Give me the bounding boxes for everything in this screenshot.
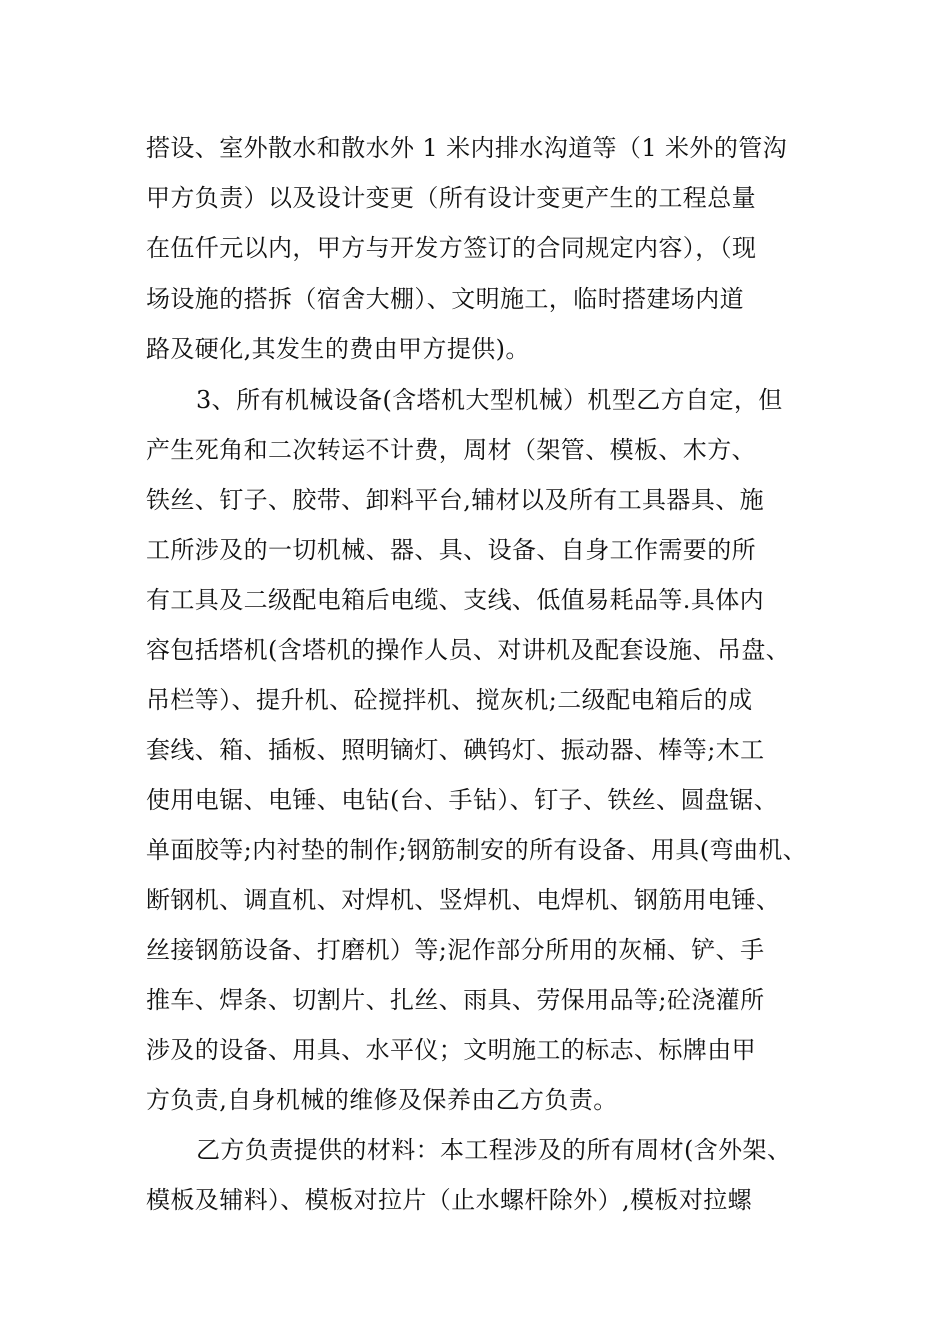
paragraph-start-line: 3、所有机械设备(含塔机大型机械）机型乙方自定，但 — [196, 386, 783, 414]
text-line: 涉及的设备、用具、水平仪；文明施工的标志、标牌由甲 — [146, 1036, 756, 1064]
text-line: 场设施的搭拆（宿舍大棚）、文明施工，临时搭建场内道 — [146, 285, 744, 313]
text-line: 铁丝、钉子、胶带、卸料平台,辅材以及所有工具器具、施 — [146, 486, 765, 514]
text-line: 产生死角和二次转运不计费，周材（架管、模板、木方、 — [146, 436, 756, 464]
text-line: 在伍仟元以内，甲方与开发方签订的合同规定内容），（现 — [146, 234, 757, 262]
text-line: 使用电锯、电锤、电钻(台、手钻）、钉子、铁丝、圆盘锯、 — [146, 786, 779, 814]
text-line: 甲方负责）以及设计变更（所有设计变更产生的工程总量 — [146, 184, 756, 212]
text-line: 模板及辅料）、模板对拉片（止水螺杆除外）,模板对拉螺 — [146, 1186, 753, 1214]
text-line: 容包括塔机(含塔机的操作人员、对讲机及配套设施、吊盘、 — [146, 636, 791, 664]
text-line: 推车、焊条、切割片、扎丝、雨具、劳保用品等;砼浇灌所 — [146, 986, 765, 1014]
text-line: 单面胶等;内衬垫的制作;钢筋制安的所有设备、用具(弯曲机、 — [146, 836, 808, 864]
text-line: 丝接钢筋设备、打磨机）等;泥作部分所用的灰桶、铲、手 — [146, 936, 765, 964]
text-line: 工所涉及的一切机械、器、具、设备、自身工作需要的所 — [146, 536, 756, 564]
text-line: 断钢机、调直机、对焊机、竖焊机、电焊机、钢筋用电锤、 — [146, 886, 781, 914]
text-line: 有工具及二级配电箱后电缆、支线、低值易耗品等.具体内 — [146, 586, 765, 614]
text-line: 吊栏等）、提升机、砼搅拌机、搅灰机;二级配电箱后的成 — [146, 686, 753, 714]
paragraph-start-line: 乙方负责提供的材料：本工程涉及的所有周材(含外架、 — [196, 1136, 792, 1164]
text-line: 搭设、室外散水和散水外 1 米内排水沟道等（1 米外的管沟 — [146, 134, 788, 162]
text-line: 方负责,自身机械的维修及保养由乙方负责。 — [146, 1086, 618, 1114]
text-line: 路及硬化,其发生的费由甲方提供)。 — [146, 335, 530, 363]
text-line: 套线、箱、插板、照明镝灯、碘钨灯、振动器、棒等;木工 — [146, 736, 765, 764]
